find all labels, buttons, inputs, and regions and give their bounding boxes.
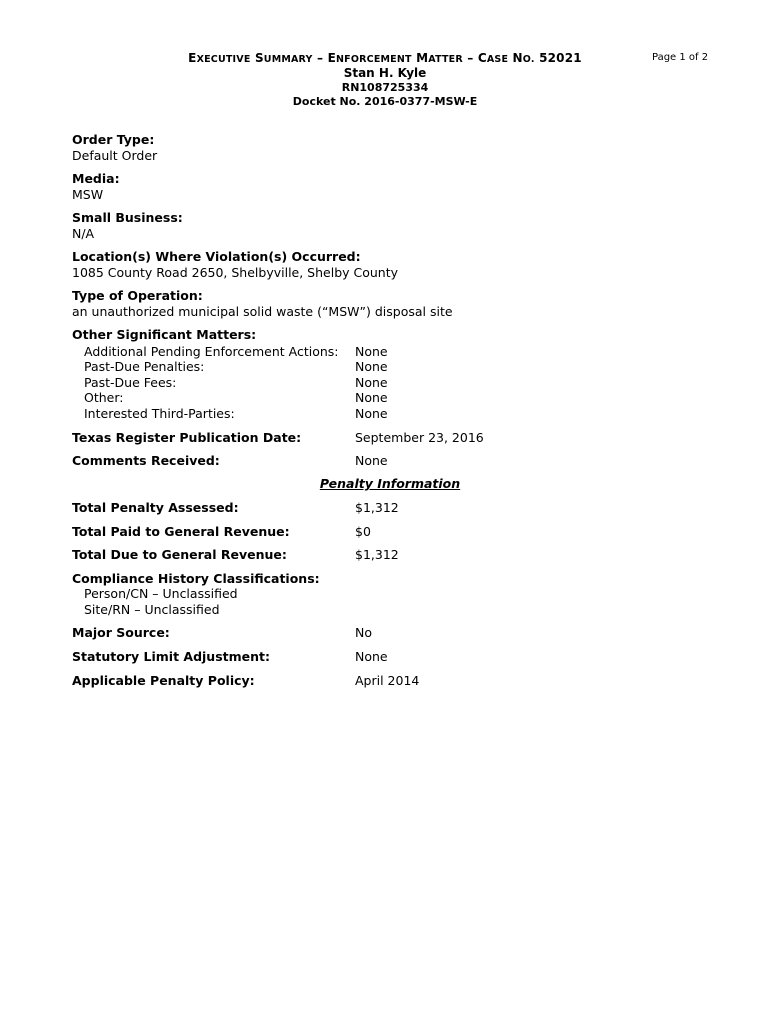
major-source-label: Major Source: xyxy=(72,625,170,640)
small-business-value: N/A xyxy=(72,226,95,241)
media-value: MSW xyxy=(72,187,104,202)
compliance-history-item: Person/CN – Unclassified xyxy=(84,586,238,601)
other-matters-item-label: Past-Due Penalties: xyxy=(84,359,205,374)
penalty-section-title: Penalty Information xyxy=(319,476,461,491)
total-paid-label: Total Paid to General Revenue: xyxy=(72,524,290,539)
total-penalty-value: $1,312 xyxy=(355,500,399,515)
title-word-4: MATTER xyxy=(416,51,463,65)
rn-number: RN108725334 xyxy=(341,81,429,94)
title-word-2: SUMMARY xyxy=(254,51,313,65)
texas-register-label: Texas Register Publication Date: xyxy=(72,430,302,445)
other-matters-item-label: Additional Pending Enforcement Actions: xyxy=(84,344,339,359)
location-label: Location(s) Where Violation(s) Occurred: xyxy=(72,249,361,264)
other-matters-label: Other Significant Matters: xyxy=(72,327,257,342)
small-business-label: Small Business: xyxy=(72,210,183,225)
total-paid-value: $0 xyxy=(355,524,371,539)
other-matters-item-value: None xyxy=(355,375,388,390)
respondent-name: Stan H. Kyle xyxy=(343,66,427,80)
major-source-value: No xyxy=(355,625,372,640)
location-value: 1085 County Road 2650, Shelbyville, Shelby County xyxy=(72,265,399,280)
case-number: 52021 xyxy=(539,51,582,65)
title-separator: – xyxy=(467,51,474,65)
page-indicator: Page 1 of 2 xyxy=(652,52,709,63)
type-of-operation-value: an unauthorized municipal solid waste (“MSW”) disposal site xyxy=(72,304,453,319)
title-word-5: CASE xyxy=(477,51,509,65)
other-matters-item-value: None xyxy=(355,344,388,359)
penalty-policy-value: April 2014 xyxy=(355,673,420,688)
other-matters-item-value: None xyxy=(355,406,388,421)
other-matters-item-value: None xyxy=(355,359,388,374)
statutory-limit-label: Statutory Limit Adjustment: xyxy=(72,649,270,664)
texas-register-value: September 23, 2016 xyxy=(355,430,484,445)
other-matters-item-value: None xyxy=(355,390,388,405)
total-due-label: Total Due to General Revenue: xyxy=(72,547,287,562)
statutory-limit-value: None xyxy=(355,649,388,664)
title-word-6: NO. xyxy=(512,51,535,65)
docket-number: Docket No. 2016-0377-MSW-E xyxy=(292,95,478,108)
comments-label: Comments Received: xyxy=(72,453,220,468)
penalty-policy-label: Applicable Penalty Policy: xyxy=(72,673,255,688)
order-type-value: Default Order xyxy=(72,148,158,163)
total-due-value: $1,312 xyxy=(355,547,399,562)
other-matters-item-label: Interested Third-Parties: xyxy=(84,406,235,421)
other-matters-item-label: Other: xyxy=(84,390,124,405)
media-label: Media: xyxy=(72,171,120,186)
total-penalty-label: Total Penalty Assessed: xyxy=(72,500,239,515)
other-matters-item-label: Past-Due Fees: xyxy=(84,375,177,390)
title-word-3: ENFORCEMENT xyxy=(327,51,412,65)
order-type-label: Order Type: xyxy=(72,132,155,147)
type-of-operation-label: Type of Operation: xyxy=(72,288,203,303)
comments-value: None xyxy=(355,453,388,468)
title-word-1: EXECUTIVE xyxy=(188,51,251,65)
compliance-history-label: Compliance History Classifications: xyxy=(72,571,320,586)
title-separator: – xyxy=(317,51,324,65)
compliance-history-item: Site/RN – Unclassified xyxy=(84,602,220,617)
